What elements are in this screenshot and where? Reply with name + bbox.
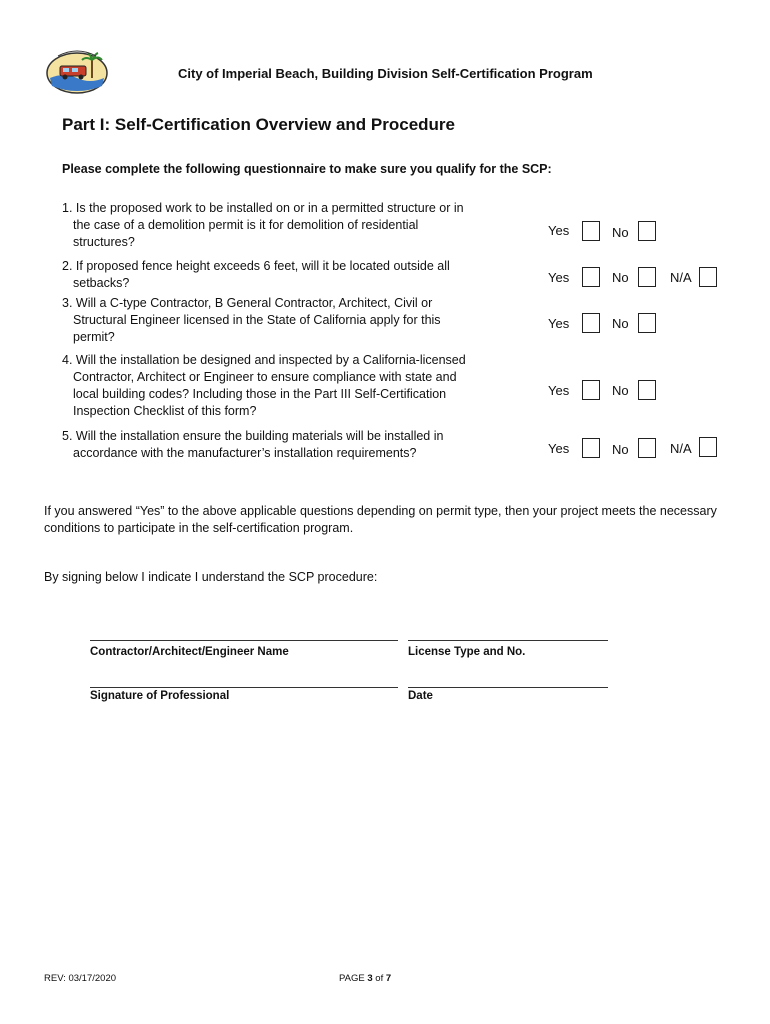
name-label: Contractor/Architect/Engineer Name bbox=[90, 646, 289, 658]
question-line: 2. If proposed fence height exceeds 6 feet, will it be located outside all bbox=[62, 259, 450, 273]
q1-no-checkbox[interactable] bbox=[638, 221, 656, 241]
na-label: N/A bbox=[670, 270, 692, 285]
yes-label: Yes bbox=[548, 270, 570, 285]
q5-yes-checkbox[interactable] bbox=[582, 438, 600, 458]
header-title: City of Imperial Beach, Building Division Self-Certification Program bbox=[178, 66, 593, 81]
page-mid: of bbox=[372, 973, 386, 984]
date-signature-line[interactable] bbox=[408, 687, 608, 688]
page-current: 3 bbox=[367, 973, 373, 984]
q5-no-checkbox[interactable] bbox=[638, 438, 656, 458]
no-label: No bbox=[612, 383, 629, 398]
question-line: 5. Will the installation ensure the building materials will be installed in bbox=[62, 429, 444, 443]
q2-na-checkbox[interactable] bbox=[699, 267, 717, 287]
page-number bbox=[339, 973, 391, 984]
yes-label: Yes bbox=[548, 223, 570, 238]
question-2 bbox=[62, 258, 518, 292]
q2-no-checkbox[interactable] bbox=[638, 267, 656, 287]
q4-yes-checkbox[interactable] bbox=[582, 380, 600, 400]
q3-yes-checkbox[interactable] bbox=[582, 313, 600, 333]
no-label: No bbox=[612, 316, 629, 331]
question-line: structures? bbox=[73, 235, 135, 249]
yes-label: Yes bbox=[548, 316, 570, 331]
q2-yes-checkbox[interactable] bbox=[582, 267, 600, 287]
question-line: 3. Will a C-type Contractor, B General Contractor, Architect, Civil or bbox=[62, 296, 433, 310]
license-signature-line[interactable] bbox=[408, 640, 608, 641]
page-total: 7 bbox=[385, 973, 392, 984]
question-1 bbox=[62, 200, 518, 251]
date-label: Date bbox=[408, 690, 433, 702]
question-5 bbox=[62, 428, 518, 462]
eligibility-paragraph: If you answered “Yes” to the above applicable questions depending on permit type, then your project meets the necessary conditions to participate in the self-certification program. bbox=[44, 504, 717, 535]
question-line: the case of a demolition permit is it for demolition of residential bbox=[73, 218, 419, 232]
question-line: local building codes? Including those in the Part III Self-Certification bbox=[73, 387, 447, 401]
yes-label: Yes bbox=[548, 383, 570, 398]
question-line: 4. Will the installation be designed and inspected by a California-licensed bbox=[62, 353, 466, 367]
no-label: No bbox=[612, 270, 629, 285]
question-line: Inspection Checklist of this form? bbox=[73, 404, 257, 418]
q1-yes-checkbox[interactable] bbox=[582, 221, 600, 241]
no-label: No bbox=[612, 442, 629, 457]
page-title: Part I: Self-Certification Overview and Procedure bbox=[62, 115, 456, 134]
yes-label: Yes bbox=[548, 441, 570, 456]
signing-statement: By signing below I indicate I understand the SCP procedure: bbox=[44, 570, 378, 584]
revision-date: REV: 03/17/2020 bbox=[44, 973, 117, 984]
no-label: No bbox=[612, 225, 629, 240]
instruction-text: Please complete the following questionnaire to make sure you qualify for the SCP: bbox=[62, 162, 552, 176]
question-4 bbox=[62, 352, 518, 420]
q5-na-checkbox[interactable] bbox=[699, 437, 717, 457]
q3-no-checkbox[interactable] bbox=[638, 313, 656, 333]
city-seal-icon bbox=[44, 48, 110, 96]
name-signature-line[interactable] bbox=[90, 640, 398, 641]
question-line: setbacks? bbox=[73, 276, 130, 290]
question-line: accordance with the manufacturer’s installation requirements? bbox=[73, 446, 417, 460]
question-line: Contractor, Architect or Engineer to ensure compliance with state and bbox=[73, 370, 457, 384]
question-line: Structural Engineer licensed in the State of California apply for this bbox=[73, 313, 441, 327]
question-line: 1. Is the proposed work to be installed on or in a permitted structure or in bbox=[62, 201, 464, 215]
professional-signature-line[interactable] bbox=[90, 687, 398, 688]
signature-label: Signature of Professional bbox=[90, 690, 230, 702]
question-3 bbox=[62, 295, 518, 346]
na-label: N/A bbox=[670, 441, 692, 456]
license-label: License Type and No. bbox=[408, 646, 526, 658]
question-line: permit? bbox=[73, 330, 115, 344]
page-prefix: PAGE bbox=[339, 973, 368, 984]
q4-no-checkbox[interactable] bbox=[638, 380, 656, 400]
